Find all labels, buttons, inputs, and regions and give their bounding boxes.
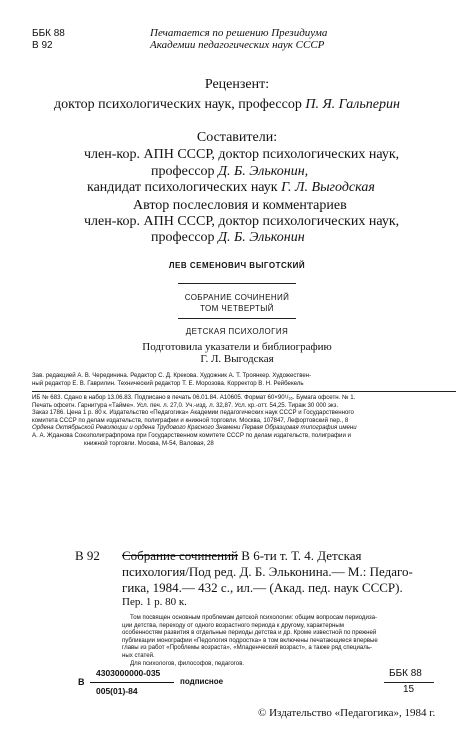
compilers-line-2 [151, 164, 308, 180]
compilers-line-1: член-кор. АПН СССР, доктор психологических наук, [84, 147, 400, 162]
imprint-publication-line: Печать офсетн. Гарнитура «Тайме». Усл. печ. л. 27,0. Уч.-изд. л. 32,87. Усл. кр.-отт. 54,25. Тираж 30 000 экз. [32, 401, 339, 409]
commentary-line-3 [151, 230, 305, 246]
imprint-publication-line: книжной торговли. Москва, М-54, Валовая, 28 [84, 439, 214, 447]
imprint-publication-line: ИБ № 683. Сдано в набор 13.06.83. Подписано в печать 06.01.84. А10605. Формат 60×90¹/₁₆. Бумага офсетн. № 1. [32, 394, 356, 401]
imprint-publication-line: Ордена Октябрьской Революции и ордена Трудового Красного Знамени Первая Образцовая типография имени [32, 424, 357, 432]
title-rule-1 [178, 283, 296, 284]
code-denominator: 005(01)-84 [96, 686, 138, 696]
imprint-publication [32, 394, 456, 447]
imprint-publication-line: Заказ 1786. Цена 1 р. 80 к. Издательство «Педагогика» Академии педагогических наук СССР и Государственного [32, 409, 354, 417]
commentary-line-3-prefix: профессор [151, 230, 219, 245]
imprint-editors-line: Зав. редакцией А. В. Черединина. Редактор С. Д. Крекова. Художник А. Т. Троянкер. Художествен- [32, 372, 312, 379]
imprint-publication-line: комитета СССР по делам издательств, полиграфии и книжной торговли. Москва, 107847, Лефортовский пер., 8 [32, 416, 349, 424]
compilers-line-2-name: Д. Б. Эльконин, [218, 164, 309, 179]
code-suffix: подписное [180, 677, 224, 686]
title-rule-2 [178, 318, 296, 319]
volume-title: ТОМ ЧЕТВЕРТЫЙ [200, 304, 274, 313]
bbk-code: ББК 88 [32, 28, 65, 39]
compilers-heading: Составители: [196, 130, 278, 145]
catalog-line-3: гика, 1984.— 432 с., ил.— (Акад. пед. наук СССР). [122, 580, 403, 595]
decision-line-2: Академии педагогических наук СССР [150, 39, 325, 51]
compilers-line-3 [87, 180, 375, 196]
abstract-line: ции детства, переходу от одного возрастного периода к другому, характерным [122, 621, 344, 629]
abstract-line: ных статей. [122, 651, 155, 659]
commentary-line-2: член-кор. АПН СССР, доктор психологических наук, [84, 214, 400, 229]
code-numerator: 4303000000-035 [96, 668, 161, 678]
index-code: В 92 [32, 40, 53, 51]
catalog-bbk: ББК 88 [389, 668, 422, 679]
abstract-line: главы из работ «Проблемы возраста», «Младенческий возраст», а также ряд специаль- [122, 644, 373, 652]
code-fraction-rule [90, 682, 174, 683]
audience-line: Для психологов, философов, педагогов. [130, 659, 245, 667]
reviewer-prefix: доктор психологических наук, профессор [54, 97, 306, 112]
decision-line-1: Печатается по решению Президиума [150, 27, 328, 39]
catalog-line-1-rest: В 6-ти т. Т. 4. Детская [238, 548, 362, 563]
imprint-editors [32, 372, 456, 387]
reviewer-heading: Рецензент: [204, 77, 270, 92]
imprint-rule [32, 391, 456, 392]
compilers-line-3-name: Г. Л. Выгодская [281, 180, 375, 195]
reviewer-text [54, 97, 400, 113]
catalog-line-2: психология/Под ред. Д. Б. Эльконина.— М.: Педаго- [122, 564, 413, 579]
abstract-line: особенностям развития в отдельные периоды детства и др. Кроме известной по прежней [122, 629, 377, 637]
abstract-line: Том посвящен основным проблемам детской психологии: общим вопросам периодиза- [130, 614, 378, 621]
imprint-editors-line: ный редактор Е. В. Гаврилин. Технический редактор Т. Е. Морозова. Корректор В. Н. Рейбекель [32, 379, 304, 387]
prepared-line-1: Подготовила указатели и библиографию [142, 341, 332, 353]
catalog-bbk-number: 15 [403, 684, 415, 695]
collection-title: СОБРАНИЕ СОЧИНЕНИЙ [184, 293, 290, 302]
catalog-code: В 92 [75, 548, 100, 563]
catalog-line-1 [122, 548, 362, 564]
abstract-line: публикации монографии «Педология подростка» в том включены печатающиеся впервые [122, 636, 378, 644]
prepared-line-2: Г. Л. Выгодская [200, 353, 274, 365]
reviewer-name: П. Я. Гальперин [305, 97, 400, 112]
code-prefix: В [78, 677, 85, 687]
compilers-line-3-prefix: кандидат психологических наук [87, 180, 282, 195]
catalog-struck-title: Собрание сочинений [122, 548, 239, 563]
catalog-line-4: Пер. 1 р. 80 к. [122, 596, 187, 608]
compilers-line-2-prefix: профессор [151, 164, 219, 179]
catalog-bbk-rule [384, 682, 434, 683]
commentary-line-3-name: Д. Б. Эльконин [218, 230, 305, 245]
copyright-line: © Издательство «Педагогика», 1984 г. [258, 707, 436, 719]
commentary-line-1: Автор послесловия и комментариев [133, 198, 347, 213]
author-name: ЛЕВ СЕМЕНОВИЧ ВЫГОТСКИЙ [168, 261, 306, 270]
imprint-publication-line: А. А. Жданова Союзполиграфпрома при Государственном комитете СССР по делам издательств, полиграфии и [32, 431, 351, 439]
subject-title: ДЕТСКАЯ ПСИХОЛОГИЯ [185, 327, 289, 336]
catalog-abstract [122, 614, 454, 667]
